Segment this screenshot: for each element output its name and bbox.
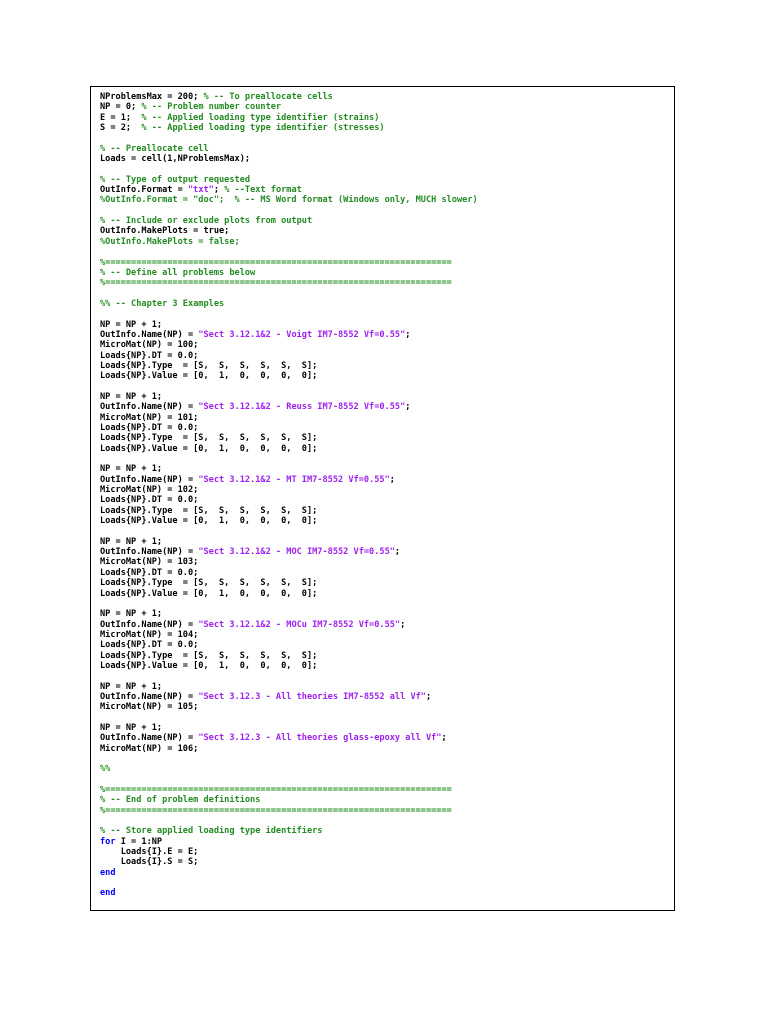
code-text: NP = NP + 1; xyxy=(100,319,163,330)
code-line xyxy=(100,620,670,630)
code-text: ; xyxy=(405,329,411,340)
code-text: Loads{NP}.Type = [S, S, S, S, S, S]; xyxy=(100,578,318,589)
code-comment: % -- Preallocate cell xyxy=(100,143,209,154)
code-text: Loads{NP}.DT = 0.0; xyxy=(100,640,199,651)
code-text: Loads = cell(1,NProblemsMax); xyxy=(100,154,251,165)
code-line xyxy=(100,413,670,423)
code-text: ; xyxy=(405,402,411,413)
code-line xyxy=(100,868,670,878)
code-listing xyxy=(100,92,670,899)
code-text: MicroMat(NP) = 106; xyxy=(100,743,199,754)
code-comment: %=================================================================== xyxy=(100,257,452,268)
code-text: ; xyxy=(394,547,401,558)
code-comment: %=================================================================== xyxy=(100,278,452,289)
code-text: NP = NP + 1; xyxy=(100,464,163,475)
code-line xyxy=(100,206,670,216)
code-line xyxy=(100,258,670,268)
code-text: MicroMat(NP) = 105; xyxy=(100,702,199,713)
code-text: Loads{NP}.Type = [S, S, S, S, S, S]; xyxy=(100,650,318,661)
code-line xyxy=(100,433,670,443)
code-string: "Sect 3.12.3 - All theories IM7-8552 all Vf" xyxy=(198,691,426,702)
code-line xyxy=(100,299,670,309)
code-line xyxy=(100,123,670,133)
code-text: Loads{NP}.DT = 0.0; xyxy=(100,350,199,361)
code-line xyxy=(100,640,670,650)
code-text: NP = NP + 1; xyxy=(100,722,163,733)
code-line xyxy=(100,485,670,495)
code-comment: %=================================================================== xyxy=(100,785,452,796)
code-line xyxy=(100,320,670,330)
code-line xyxy=(100,692,670,702)
code-text: NP = NP + 1; xyxy=(100,681,163,692)
code-line xyxy=(100,464,670,474)
code-line xyxy=(100,392,670,402)
code-line xyxy=(100,599,670,609)
code-comment: %=================================================================== xyxy=(100,805,452,816)
code-text: Loads{NP}.Value = [0, 1, 0, 0, 0, 0]; xyxy=(100,443,318,454)
code-string: "txt" xyxy=(187,185,214,196)
code-text: Loads{NP}.Value = [0, 1, 0, 0, 0, 0]; xyxy=(100,516,318,527)
code-comment: %% xyxy=(100,764,111,775)
code-line xyxy=(100,888,670,898)
code-line xyxy=(100,775,670,785)
code-line xyxy=(100,744,670,754)
code-text: OutInfo.Name(NP) = xyxy=(100,547,199,558)
code-line xyxy=(100,382,670,392)
code-line xyxy=(100,185,670,195)
code-comment: % -- Define all problems below xyxy=(100,267,256,278)
code-line xyxy=(100,216,670,226)
code-line xyxy=(100,475,670,485)
code-text: NProblemsMax = 200; xyxy=(100,92,204,102)
code-line xyxy=(100,578,670,588)
code-line xyxy=(100,878,670,888)
code-line xyxy=(100,857,670,867)
code-line xyxy=(100,589,670,599)
code-string: "Sect 3.12.1&2 - Reuss IM7-8552 Vf=0.55" xyxy=(198,402,406,413)
code-text: I = 1:NP xyxy=(115,836,163,847)
code-line xyxy=(100,309,670,319)
code-text: OutInfo.Name(NP) = xyxy=(100,474,199,485)
code-text: Loads{NP}.Type = [S, S, S, S, S, S]; xyxy=(100,360,318,371)
code-line xyxy=(100,526,670,536)
code-line xyxy=(100,495,670,505)
code-comment: % -- Applied loading type identifier (stresses) xyxy=(141,123,385,134)
code-comment: %% -- Chapter 3 Examples xyxy=(100,298,225,309)
code-line xyxy=(100,268,670,278)
code-comment: % -- Store applied loading type identifiers xyxy=(100,826,323,837)
code-line xyxy=(100,371,670,381)
code-text: NP = NP + 1; xyxy=(100,536,163,547)
code-text: ; xyxy=(400,619,406,630)
code-text: ; xyxy=(425,691,432,702)
code-line xyxy=(100,340,670,350)
code-keyword: for xyxy=(100,836,116,847)
code-line xyxy=(100,537,670,547)
code-text: OutInfo.Name(NP) = xyxy=(100,402,199,413)
code-line xyxy=(100,651,670,661)
code-line xyxy=(100,195,670,205)
code-comment: % -- Include or exclude plots from output xyxy=(100,216,313,227)
code-text: OutInfo.MakePlots = true; xyxy=(100,226,230,237)
code-text: OutInfo.Name(NP) = xyxy=(100,619,199,630)
code-comment: % --Text format xyxy=(224,185,302,196)
code-text: NP = NP + 1; xyxy=(100,391,163,402)
code-line xyxy=(100,361,670,371)
code-line xyxy=(100,682,670,692)
code-text: ; xyxy=(441,733,447,744)
code-line xyxy=(100,661,670,671)
code-line xyxy=(100,226,670,236)
code-line xyxy=(100,754,670,764)
code-line xyxy=(100,92,670,102)
code-keyword: end xyxy=(100,888,116,899)
code-listing-frame xyxy=(90,86,675,911)
code-line xyxy=(100,402,670,412)
code-line xyxy=(100,102,670,112)
code-string: "Sect 3.12.1&2 - MT IM7-8552 Vf=0.55" xyxy=(198,474,390,485)
code-line xyxy=(100,113,670,123)
code-string: "Sect 3.12.1&2 - MOCu IM7-8552 Vf=0.55" xyxy=(198,619,401,630)
code-text: S = 2; xyxy=(100,123,142,134)
code-text: OutInfo.Format = xyxy=(100,185,188,196)
code-line xyxy=(100,568,670,578)
code-text: NP = NP + 1; xyxy=(100,609,163,620)
code-comment: % -- To preallocate cells xyxy=(203,92,333,102)
code-line xyxy=(100,816,670,826)
code-text: Loads{NP}.DT = 0.0; xyxy=(100,495,199,506)
code-line xyxy=(100,723,670,733)
code-text: OutInfo.Name(NP) = xyxy=(100,691,199,702)
code-line xyxy=(100,133,670,143)
code-string: "Sect 3.12.1&2 - Voigt IM7-8552 Vf=0.55" xyxy=(198,329,406,340)
code-line xyxy=(100,837,670,847)
code-text: Loads{NP}.Type = [S, S, S, S, S, S]; xyxy=(100,505,318,516)
code-text: ; xyxy=(213,185,225,196)
code-comment: %OutInfo.Format = "doc"; % -- MS Word format (Windows only, MUCH slower) xyxy=(100,195,478,206)
code-text: MicroMat(NP) = 102; xyxy=(100,485,199,496)
code-keyword: end xyxy=(100,867,116,878)
code-text: Loads{NP}.Value = [0, 1, 0, 0, 0, 0]; xyxy=(100,660,318,671)
code-text: Loads{NP}.DT = 0.0; xyxy=(100,567,199,578)
code-line xyxy=(100,826,670,836)
code-line xyxy=(100,506,670,516)
code-line xyxy=(100,175,670,185)
code-line xyxy=(100,547,670,557)
code-line xyxy=(100,557,670,567)
code-line xyxy=(100,237,670,247)
code-string: "Sect 3.12.3 - All theories glass-epoxy all Vf" xyxy=(198,733,442,744)
code-line xyxy=(100,330,670,340)
code-comment: % -- Applied loading type identifier (strains) xyxy=(141,112,380,123)
code-line xyxy=(100,351,670,361)
code-line xyxy=(100,423,670,433)
code-line xyxy=(100,795,670,805)
code-text: Loads{NP}.DT = 0.0; xyxy=(100,423,199,433)
code-text: MicroMat(NP) = 103; xyxy=(100,557,199,568)
code-line xyxy=(100,609,670,619)
code-comment: % -- Problem number counter xyxy=(141,102,282,113)
code-line xyxy=(100,516,670,526)
code-text: Loads{I}.E = E; xyxy=(100,847,199,858)
code-line xyxy=(100,444,670,454)
code-text: Loads{NP}.Value = [0, 1, 0, 0, 0, 0]; xyxy=(100,371,318,382)
code-text: Loads{NP}.Value = [0, 1, 0, 0, 0, 0]; xyxy=(100,588,318,599)
code-line xyxy=(100,764,670,774)
code-text: MicroMat(NP) = 104; xyxy=(100,629,199,640)
code-line xyxy=(100,847,670,857)
code-text: MicroMat(NP) = 100; xyxy=(100,340,199,351)
code-string: "Sect 3.12.1&2 - MOC IM7-8552 Vf=0.55" xyxy=(198,547,395,558)
code-comment: % -- Type of output requested xyxy=(100,174,251,185)
code-line xyxy=(100,144,670,154)
code-comment: %OutInfo.MakePlots = false; xyxy=(100,236,240,247)
code-line xyxy=(100,278,670,288)
code-text: MicroMat(NP) = 101; xyxy=(100,412,199,423)
code-line xyxy=(100,454,670,464)
code-text: NP = 0; xyxy=(100,102,142,113)
code-line xyxy=(100,164,670,174)
code-line xyxy=(100,713,670,723)
code-text: E = 1; xyxy=(100,112,142,123)
code-line xyxy=(100,806,670,816)
code-text: OutInfo.Name(NP) = xyxy=(100,733,199,744)
code-line xyxy=(100,785,670,795)
code-text: OutInfo.Name(NP) = xyxy=(100,329,199,340)
code-line xyxy=(100,154,670,164)
code-text: ; xyxy=(389,474,395,485)
code-line xyxy=(100,702,670,712)
code-text: Loads{NP}.Type = [S, S, S, S, S, S]; xyxy=(100,433,318,444)
code-text: Loads{I}.S = S; xyxy=(100,857,199,868)
code-comment: % -- End of problem definitions xyxy=(100,795,261,806)
code-line xyxy=(100,733,670,743)
code-line xyxy=(100,671,670,681)
code-line xyxy=(100,247,670,257)
code-line xyxy=(100,289,670,299)
code-line xyxy=(100,630,670,640)
